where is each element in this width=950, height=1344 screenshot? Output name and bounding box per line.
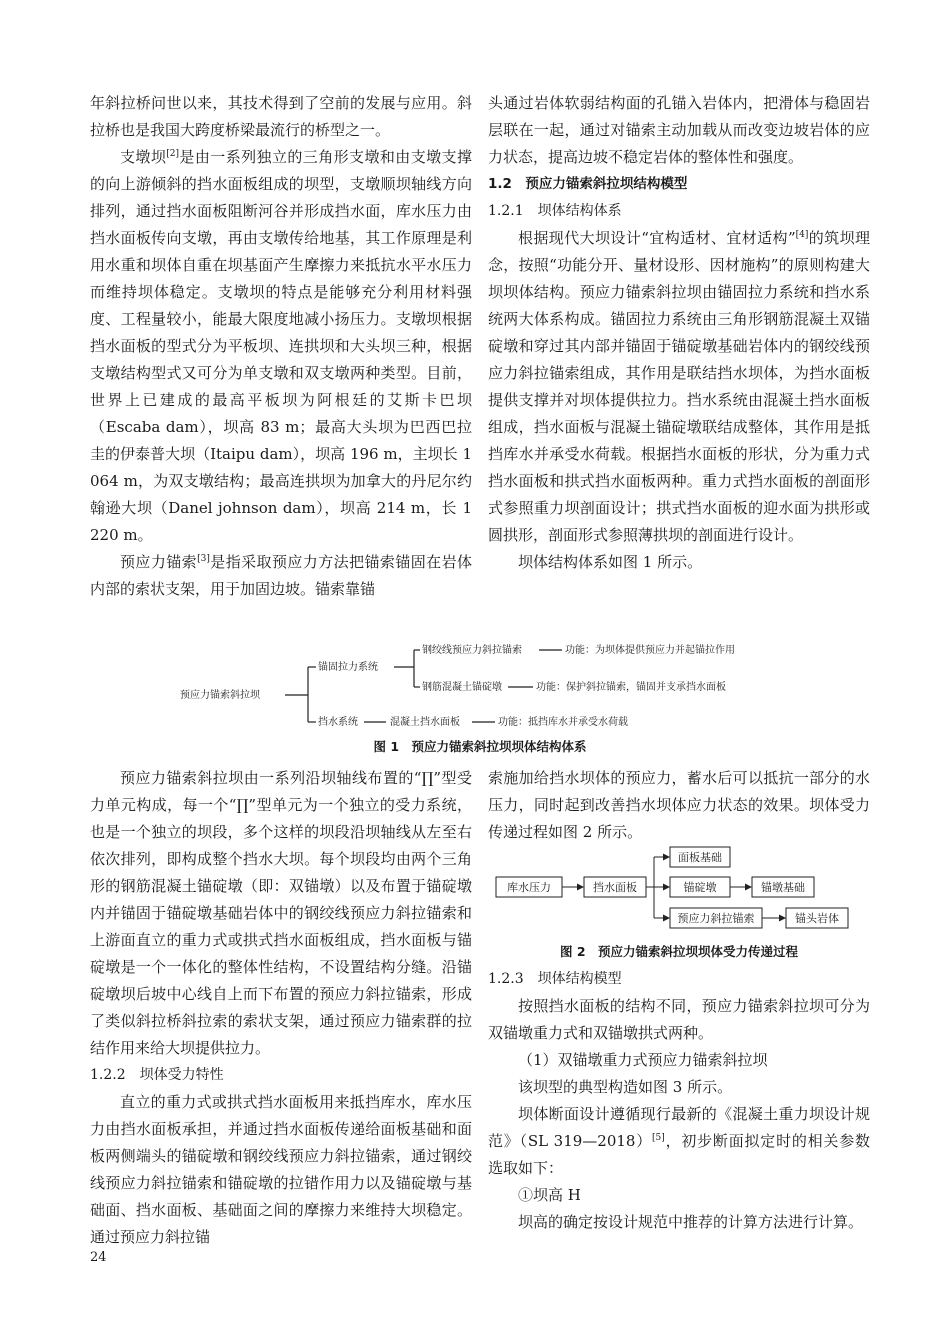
fig1-panel: 混凝土挡水面板: [390, 717, 460, 728]
fig2-pier: 锚碇墩: [683, 881, 717, 894]
paragraph-buttress-dam: 支墩坝[2]是由一系列独立的三角形支墩和由支墩支撑的向上游倾斜的挡水面板组成的坝型，支墩顺坝轴线方向排列，通过挡水面板阻断河谷并形成挡水面，库水压力由挡水面板传向支墩，再由支墩传给地基，其工作原理是利用水重和坝体自重在坝基面产生摩擦力来抵抗水平水压力而维持坝体稳定。支墩坝的特点是能够充分利用材料强度、工程量较小，能最大限度地减小扬压力。支墩坝根据挡水面板的型式分为平板坝、连拱坝和大头坝三种，根据支墩结构型式又可分为单支墩和双支墩两种类型。目前，世界上已建成的最高平板坝为阿根廷的艾斯卡巴坝（Escaba dam），坝高 83 m；最高大头坝为巴西巴拉圭的伊泰普大坝（Itaipu dam），坝高 196 m，主坝长 1 064 m，为双支墩结构；最高连拱坝为加拿大的丹尼尔约翰逊大坝（Danel johnson dam），坝高 214 m，长 1 220 m。: [90, 148, 472, 544]
paragraph-dam-height-calc: 坝高的确定按设计规范中推荐的计算方法进行计算。: [518, 1213, 864, 1231]
paragraph-prestress-effect: 索施加给挡水坝体的预应力，蓄水后可以抵抗一部分的水压力，同时起到改善挡水坝体应力状态的效果。坝体受力传递过程如图 2 所示。: [488, 769, 870, 841]
fig1-cable-function: 功能：为坝体提供预应力并起锚拉作用: [565, 645, 735, 656]
citation-2: [2]: [166, 149, 180, 159]
paragraph-pi-unit: 预应力锚索斜拉坝由一系列沿坝轴线布置的“∏”型受力单元构成，每一个“∏”型单元为一个独立的受力系统，也是一个独立的坝段，多个这样的坝段沿坝轴线从左至右依次排列，即构成整个挡水大坝。每个坝段均由两个三角形的钢筋混凝土锚碇墩（即：双锚墩）以及布置于锚碇墩内并锚固于锚碇墩基础岩体中的钢绞线预应力斜拉锚索和上游面直立的重力式或拱式挡水面板组成，挡水面板与锚碇墩是一个一体化的整体性结构，不设置结构分缝。沿锚碇墩坝后坡中心线自上而下布置的预应力斜拉锚索，形成了类似斜拉桥斜拉索的索状支架，通过预应力锚索群的拉结作用来给大坝提供拉力。: [90, 769, 472, 1057]
paragraph-gravity-type: （1）双锚墩重力式预应力锚索斜拉坝: [518, 1051, 768, 1069]
fig1-root: 预应力锚索斜拉坝: [180, 690, 260, 701]
fig2-panel: 挡水面板: [593, 881, 637, 894]
fig2-panel-base: 面板基础: [678, 851, 722, 864]
fig2-cable: 预应力斜拉锚索: [677, 912, 755, 925]
paragraph-dam-types: 按照挡水面板的结构不同，预应力锚索斜拉坝可分为双锚墩重力式和双锚墩拱式两种。: [488, 997, 870, 1042]
fig1-water-system: 挡水系统: [318, 717, 358, 728]
paragraph-figure3-ref: 该坝型的典型构造如图 3 所示。: [518, 1078, 733, 1096]
fig1-panel-function: 功能：抵挡库水并承受水荷载: [498, 717, 628, 728]
section-heading-1-2-1: 1.2.1 坝体结构体系: [488, 203, 622, 219]
left-column-bottom: [90, 765, 472, 1251]
fig1-pier-function: 功能：保护斜拉锚索，锚固并支承挡水面板: [536, 682, 726, 693]
section-heading-1-2-3: 1.2.3 坝体结构模型: [488, 971, 622, 987]
fig2-anchor-rock: 锚头岩体: [795, 912, 839, 925]
paragraph-section-design: 坝体断面设计遵循现行最新的《混凝土重力坝设计规范》（SL 319—2018）[5]，初步断面拟定时的相关参数选取如下：: [488, 1105, 870, 1177]
right-column-top: [488, 90, 870, 576]
fig1-pier: 钢筋混凝土锚碇墩: [422, 682, 502, 693]
right-column-bottom: [488, 966, 870, 1236]
figure-1-caption: 图 1 预应力锚索斜拉坝坝体结构体系: [373, 739, 587, 754]
left-column-top: [90, 90, 472, 603]
paragraph-structure-system: 根据现代大坝设计“宜构适材、宜材适构”[4]的筑坝理念，按照“功能分开、量材设形、因材施构”的原则构建大坝坝体结构。预应力锚索斜拉坝由锚固拉力系统和挡水系统两大体系构成。锚固拉力系统由三角形钢筋混凝土双锚碇墩和穿过其内部并锚固于锚碇墩基础岩体内的钢绞线预应力斜拉锚索组成，其作用是联结挡水坝体，为挡水面板提供支撑并对坝体提供拉力。挡水系统由混凝土挡水面板组成，挡水面板与混凝土锚碇墩联结成整体，其作用是抵挡库水并承受水荷载。根据挡水面板的形状，分为重力式挡水面板和拱式挡水面板两种。重力式挡水面板的剖面形式参照重力坝剖面设计；拱式挡水面板的迎水面为拱形或圆拱形，剖面形式参照薄拱坝的剖面进行设计。: [488, 229, 870, 544]
section-heading-1-2-2: 1.2.2 坝体受力特性: [90, 1067, 224, 1083]
paragraph-figure1-ref: 坝体结构体系如图 1 所示。: [518, 553, 703, 571]
figure-1-diagram: [180, 636, 780, 736]
citation-3: [3]: [197, 554, 210, 564]
section-heading-1-2: 1.2 预应力锚索斜拉坝结构模型: [488, 176, 688, 192]
citation-5: [5]: [652, 1133, 665, 1143]
paragraph-force-characteristics: 直立的重力式或拱式挡水面板用来抵挡库水，库水压力由挡水面板承担，并通过挡水面板传递给面板基础和面板两侧端头的锚碇墩和钢绞线预应力斜拉锚索，通过钢绞线预应力斜拉锚索和锚碇墩的拉错作用力以及锚碇墩与基础面、挡水面板、基础面之间的摩擦力来维持大坝稳定。通过预应力斜拉锚: [90, 1093, 472, 1246]
fig1-cable: 钢绞线预应力斜拉锚索: [422, 645, 522, 656]
page-number: 24: [90, 1250, 107, 1265]
paragraph-dam-height-item: ①坝高 H: [518, 1186, 581, 1204]
paragraph-bridge-history: 年斜拉桥问世以来，其技术得到了空前的发展与应用。斜拉桥也是我国大跨度桥梁最流行的桥型之一。: [90, 94, 472, 139]
figure-2-diagram: [490, 843, 872, 935]
fig2-pier-base: 锚墩基础: [761, 881, 805, 894]
figure-2-caption: 图 2 预应力锚索斜拉坝坝体受力传递过程: [559, 944, 799, 959]
citation-4: [4]: [795, 230, 809, 240]
right-column-mid: [488, 765, 870, 846]
fig1-anchor-system: 锚固拉力系统: [318, 662, 378, 673]
fig2-water-pressure: 库水压力: [507, 881, 551, 894]
paragraph-prestressed-anchor: 预应力锚索[3]是指采取预应力方法把锚索锚固在岩体内部的索状支架，用于加固边坡。锚索靠锚: [90, 553, 472, 598]
paragraph-anchor-continued: 头通过岩体软弱结构面的孔锚入岩体内，把滑体与稳固岩层联在一起，通过对锚索主动加载从而改变边坡岩体的应力状态，提高边坡不稳定岩体的整体性和强度。: [488, 94, 870, 166]
